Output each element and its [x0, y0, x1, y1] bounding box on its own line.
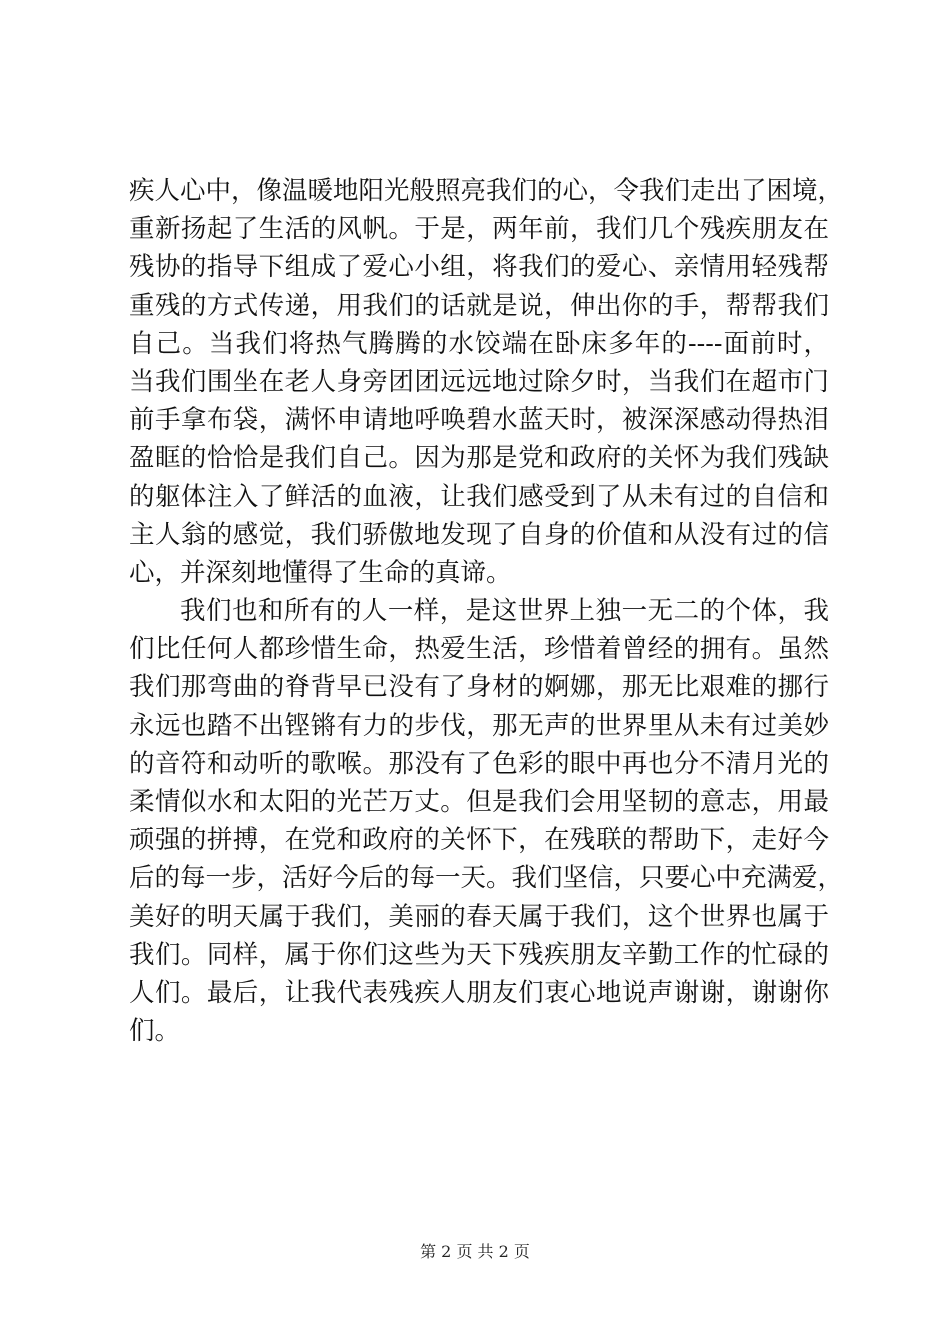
text-line: 的躯体注入了鲜活的血液，让我们感受到了从未有过的自信和 [129, 481, 829, 512]
text-line: 们比任何人都珍惜生命，热爱生活，珍惜着曾经的拥有。虽然 [129, 634, 829, 665]
text-line: 永远也踏不出铿锵有力的步伐，那无声的世界里从未有过美妙 [129, 710, 829, 741]
paragraph-2 [129, 592, 844, 1050]
text-line: 后的每一步，活好今后的每一天。我们坚信，只要心中充满爱， [129, 863, 844, 894]
text-line: 顽强的拼搏，在党和政府的关怀下，在残联的帮助下，走好今 [129, 825, 829, 856]
text-line: 盈眶的恰恰是我们自己。因为那是党和政府的关怀为我们残缺 [129, 443, 829, 474]
text-line: 自己。当我们将热气腾腾的水饺端在卧床多年的----面前时， [129, 328, 829, 359]
text-line: 人们。最后，让我代表残疾人朋友们衷心地说声谢谢，谢谢你 [129, 977, 829, 1008]
text-line: 疾人心中，像温暖地阳光般照亮我们的心，令我们走出了困境， [129, 176, 844, 206]
page-number-label: 第 2 页 共 2 页 [420, 1242, 530, 1261]
text-line: 当我们围坐在老人身旁团团远远地过除夕时，当我们在超市门 [129, 366, 829, 397]
text-line: 我们也和所有的人一样，是这世界上独一无二的个体，我 [180, 596, 829, 627]
text-line: 心，并深刻地懂得了生命的真谛。 [129, 557, 512, 588]
page-footer [0, 1242, 950, 1262]
text-line: 柔情似水和太阳的光芒万丈。但是我们会用坚韧的意志，用最 [129, 787, 829, 817]
paragraph-1 [129, 172, 844, 592]
text-line: 主人翁的感觉，我们骄傲地发现了自身的价值和从没有过的信 [129, 519, 829, 550]
text-line: 残协的指导下组成了爱心小组，将我们的爱心、亲情用轻残帮 [129, 252, 829, 283]
document-body [129, 172, 844, 1050]
text-line: 们。 [129, 1016, 181, 1047]
text-line: 前手拿布袋，满怀申请地呼唤碧水蓝天时，被深深感动得热泪 [129, 405, 829, 436]
text-line: 的音符和动听的歌喉。那没有了色彩的眼中再也分不清月光的 [129, 748, 829, 779]
text-line: 我们。同样，属于你们这些为天下残疾朋友辛勤工作的忙碌的 [129, 939, 829, 970]
text-line: 重新扬起了生活的风帆。于是，两年前，我们几个残疾朋友在 [129, 214, 829, 245]
text-line: 我们那弯曲的脊背早已没有了身材的婀娜，那无比艰难的挪行 [129, 672, 829, 703]
text-line: 重残的方式传递，用我们的话就是说，伸出你的手，帮帮我们 [129, 290, 829, 321]
text-line: 美好的明天属于我们，美丽的春天属于我们，这个世界也属于 [129, 901, 829, 932]
